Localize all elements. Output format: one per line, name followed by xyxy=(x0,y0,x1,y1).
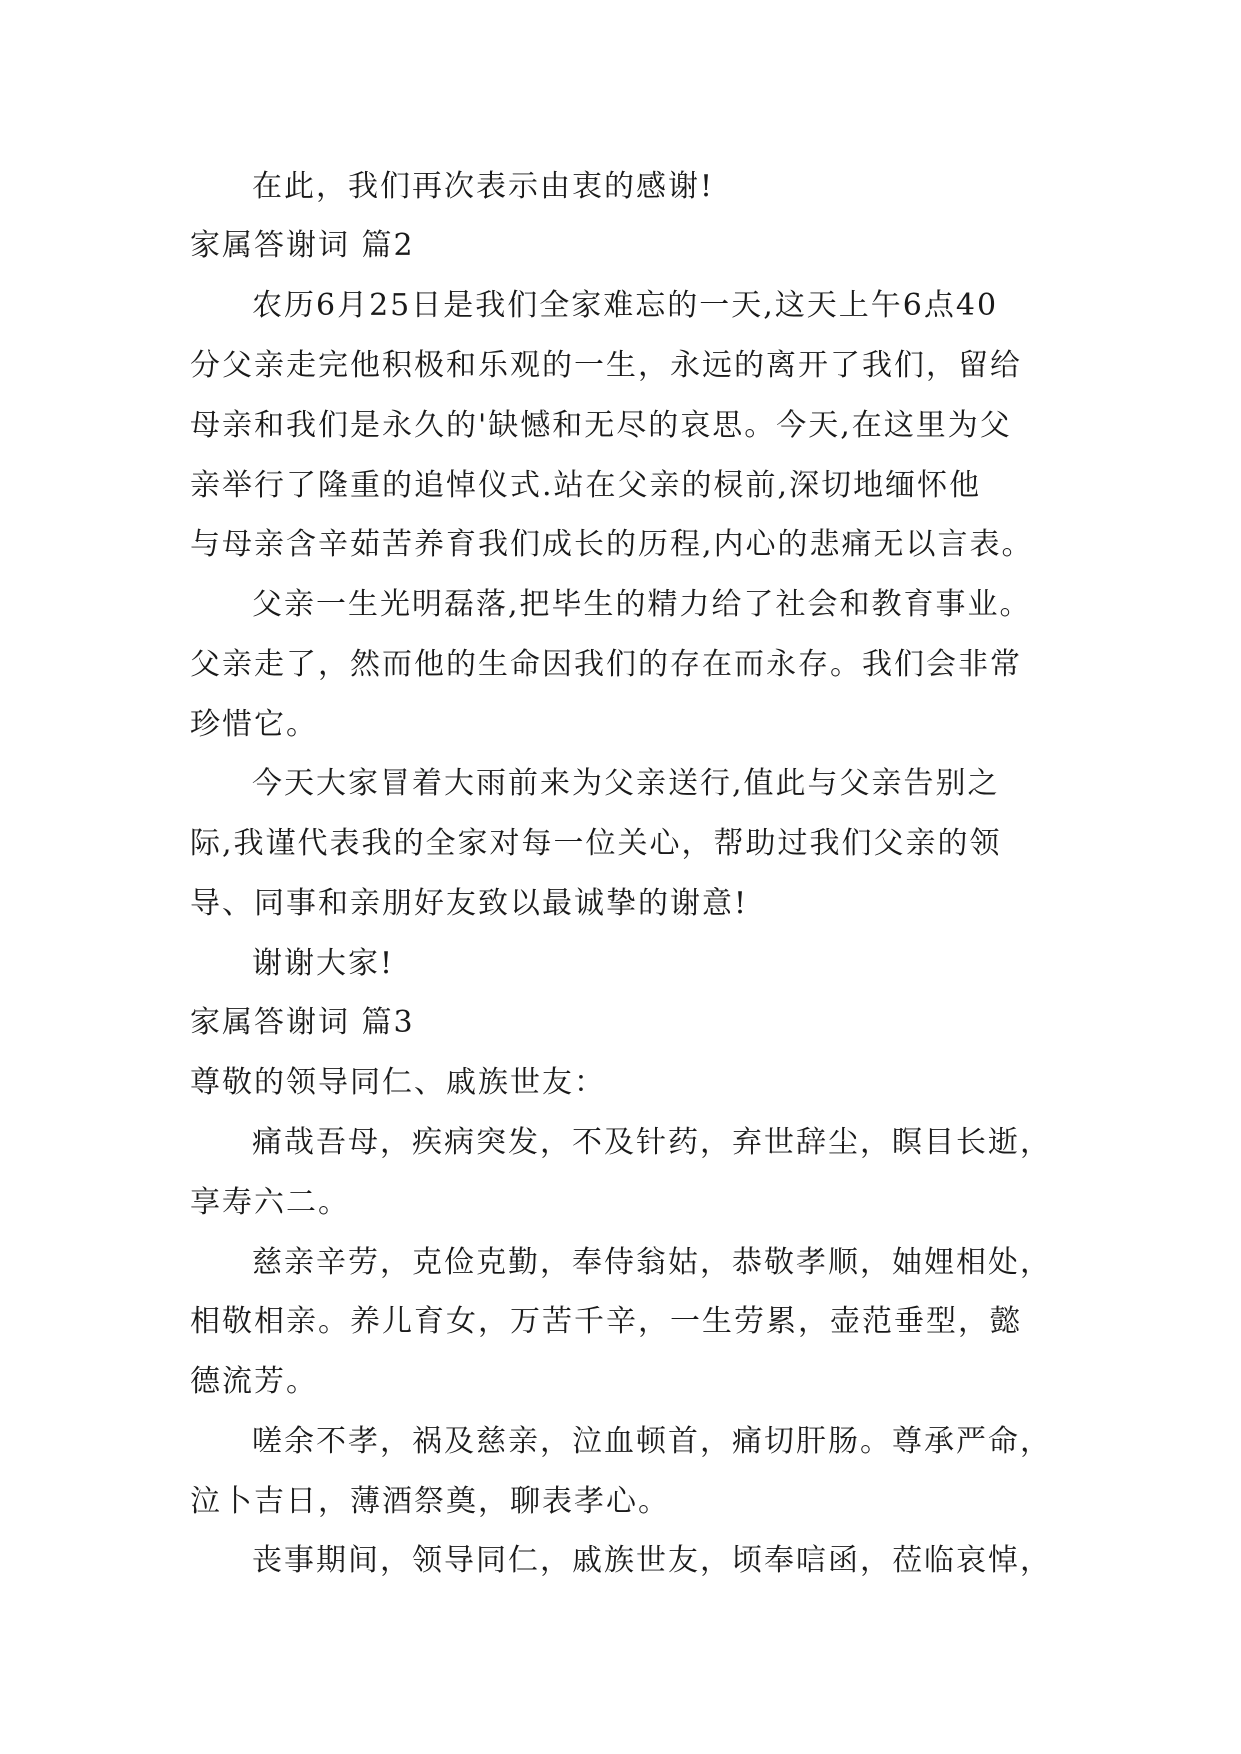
paragraph-line: 亲举行了隆重的追悼仪式.站在父亲的棂前,深切地缅怀他 xyxy=(190,468,982,503)
closing-line: 在此，我们再次表示由衷的感谢! xyxy=(252,169,715,204)
paragraph-line: 泣卜吉日，薄酒祭奠，聊表孝心。 xyxy=(190,1484,670,1519)
paragraph-line: 父亲一生光明磊落,把毕生的精力给了社会和教育事业。 xyxy=(252,587,1032,622)
paragraph-line: 际,我谨代表我的全家对每一位关心，帮助过我们父亲的领 xyxy=(190,826,1002,861)
section-heading-3: 家属答谢词 篇3 xyxy=(190,1005,415,1040)
section-heading-2: 家属答谢词 篇2 xyxy=(190,228,415,263)
paragraph-line: 痛哉吾母，疾病突发，不及针药，弃世辞尘，瞑目长逝， xyxy=(252,1125,1052,1160)
paragraph-line: 谢谢大家! xyxy=(252,946,395,981)
paragraph-line: 导、同事和亲朋好友致以最诚挚的谢意! xyxy=(190,886,749,921)
paragraph-line: 农历6月25日是我们全家难忘的一天,这天上午6点40 xyxy=(252,288,999,323)
paragraph-line: 珍惜它。 xyxy=(190,707,318,742)
paragraph-line: 相敬相亲。养儿育女，万苦千辛，一生劳累，壶范垂型，懿 xyxy=(190,1304,1022,1339)
paragraph-line: 分父亲走完他积极和乐观的一生，永远的离开了我们，留给 xyxy=(190,348,1022,383)
paragraph-line: 与母亲含辛茹苦养育我们成长的历程,内心的悲痛无以言表。 xyxy=(190,527,1034,562)
paragraph-line: 德流芳。 xyxy=(190,1364,318,1399)
paragraph-line: 享寿六二。 xyxy=(190,1185,350,1220)
paragraph-line: 慈亲辛劳，克俭克勤，奉侍翁姑，恭敬孝顺，妯娌相处， xyxy=(252,1245,1052,1280)
salutation-line: 尊敬的领导同仁、戚族世友： xyxy=(190,1065,606,1100)
paragraph-line: 今天大家冒着大雨前来为父亲送行,值此与父亲告别之 xyxy=(252,766,1000,801)
paragraph-line: 父亲走了，然而他的生命因我们的存在而永存。我们会非常 xyxy=(190,647,1022,682)
paragraph-line: 丧事期间，领导同仁，戚族世友，顷奉唁函，莅临哀悼， xyxy=(252,1543,1052,1578)
paragraph-line: 母亲和我们是永久的'缺憾和无尽的哀思。今天,在这里为父 xyxy=(190,408,1012,443)
paragraph-line: 嗟余不孝，祸及慈亲，泣血顿首，痛切肝肠。尊承严命， xyxy=(252,1424,1052,1459)
